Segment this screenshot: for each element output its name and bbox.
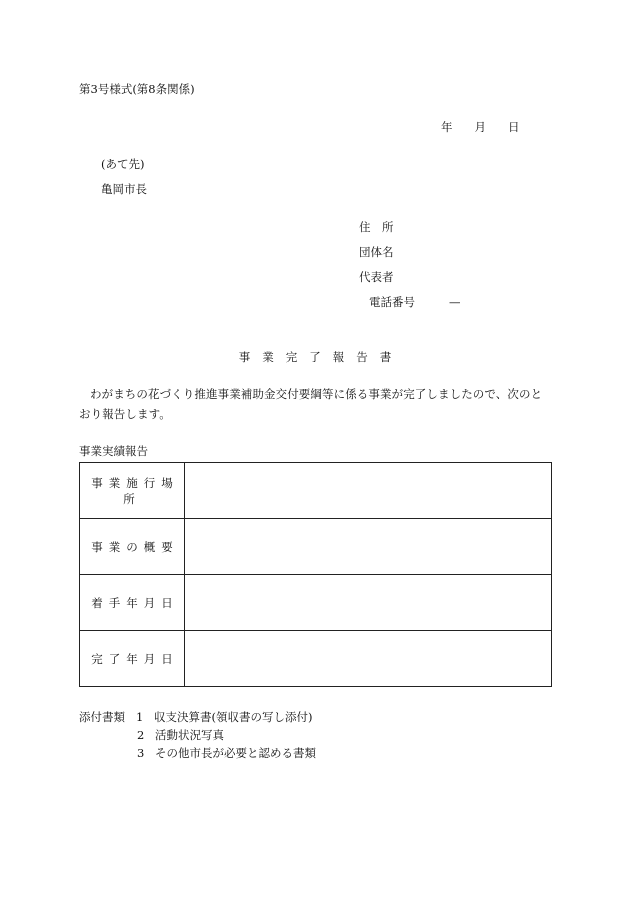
row-label-start-date: 着手年月日 (80, 575, 185, 631)
attachment-text: 活動状況写真 (155, 728, 224, 742)
table-caption: 事業実績報告 (79, 444, 148, 458)
document-title: 事業完了報告書 (238, 350, 404, 364)
attachment-number: 1 (135, 710, 144, 724)
form-number: 第3号様式(第8条関係) (79, 82, 195, 96)
date-month: 月 (474, 120, 486, 134)
applicant-address-label: 住 所 (359, 220, 394, 234)
row-value-start-date[interactable] (185, 575, 552, 631)
attachment-number: 2 (137, 728, 145, 742)
applicant-phone-label: 電話番号 (369, 295, 415, 309)
table-row (80, 631, 552, 687)
applicant-group-label: 団体名 (359, 245, 394, 259)
row-value-location[interactable] (185, 463, 552, 519)
attachment-item (79, 746, 316, 760)
attachment-text: その他市長が必要と認める書類 (155, 746, 316, 760)
row-value-summary[interactable] (185, 519, 552, 575)
row-value-completion-date[interactable] (185, 631, 552, 687)
phone-dash: — (449, 295, 461, 309)
report-table (79, 462, 552, 687)
table-row (80, 463, 552, 519)
attachment-text: 収支決算書(領収書の写し添付) (153, 710, 313, 724)
row-label-summary: 事業の概要 (80, 519, 185, 575)
attachments-label: 添付書類 (79, 710, 125, 724)
attachment-item (79, 710, 312, 724)
date-day: 日 (508, 120, 520, 134)
applicant-phone (369, 295, 461, 309)
attachment-item (79, 728, 224, 742)
table-row (80, 519, 552, 575)
applicant-representative-label: 代表者 (359, 270, 394, 284)
date-line (441, 120, 520, 134)
body-text: わがまちの花づくり推進事業補助金交付要綱等に係る事業が完了しましたので、次のとおり報告します。 (79, 387, 543, 421)
addressee-name: 亀岡市長 (101, 182, 147, 196)
row-label-completion-date: 完了年月日 (80, 631, 185, 687)
attachment-number: 3 (137, 746, 145, 760)
table-row (80, 575, 552, 631)
row-label-location: 事業施行場所 (80, 463, 185, 519)
addressee-label: (あて先) (101, 157, 145, 171)
date-year: 年 (441, 120, 453, 134)
